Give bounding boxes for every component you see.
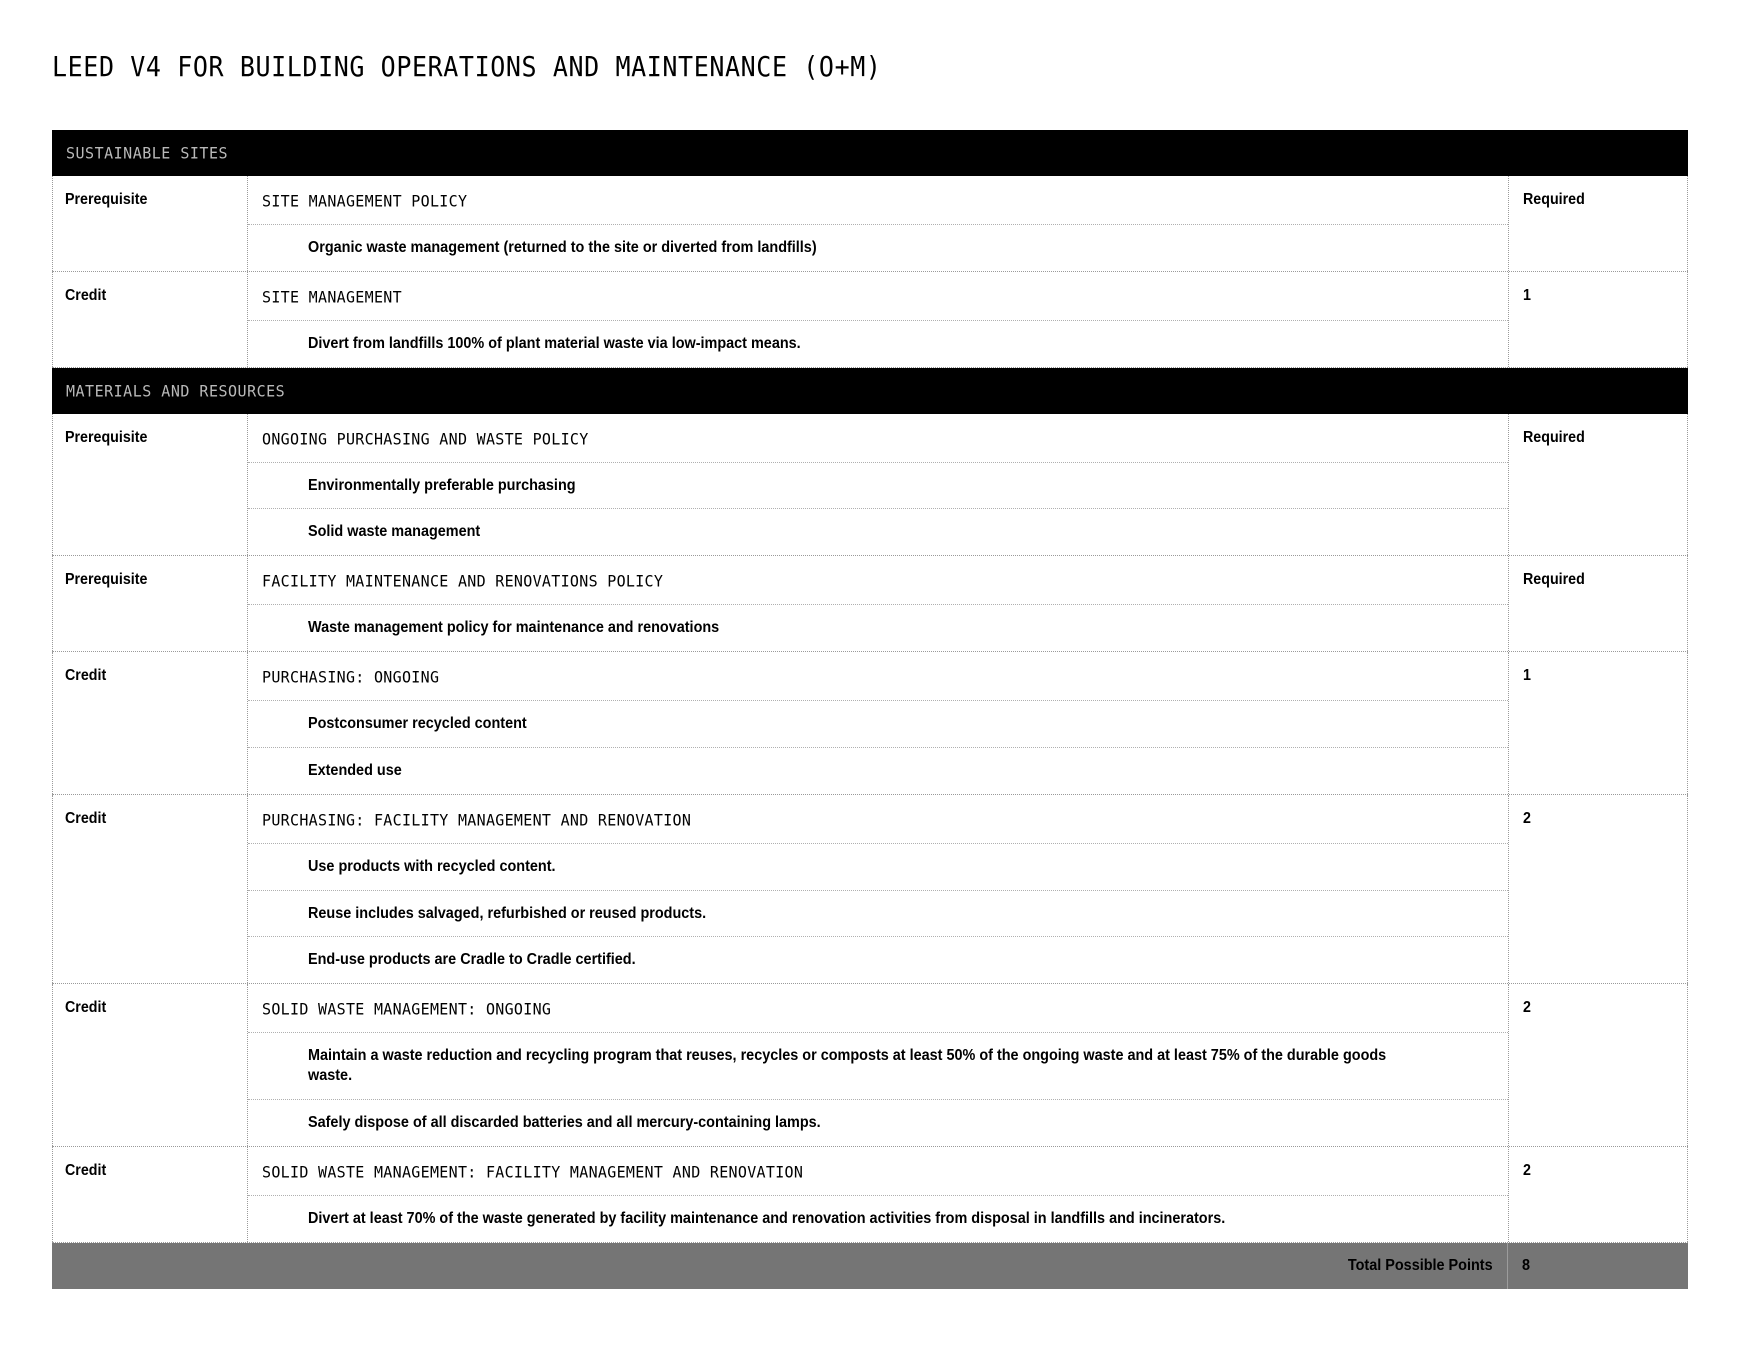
- credit-title-row: [248, 795, 1508, 844]
- credit-title: PURCHASING: FACILITY MANAGEMENT AND RENOVATION: [262, 810, 692, 830]
- credit-points-cell: [1508, 556, 1688, 651]
- credit-points-value: 2: [1523, 999, 1531, 1017]
- credit-body-cell: [248, 272, 1508, 367]
- credit-points-value: Required: [1523, 428, 1585, 446]
- credit-type-label: Prerequisite: [65, 428, 148, 446]
- credit-body-cell: [248, 556, 1508, 651]
- credit-points-cell: [1508, 272, 1688, 367]
- credit-title-row: [248, 984, 1508, 1033]
- total-points-value-cell: [1508, 1243, 1688, 1289]
- credit-title: PURCHASING: ONGOING: [262, 667, 440, 687]
- credit-subitem-text: End-use products are Cradle to Cradle certified.: [308, 951, 636, 969]
- credit-type-cell: [52, 414, 248, 556]
- credit-subitem-row: [248, 1033, 1508, 1100]
- credit-title-row: [248, 272, 1508, 321]
- credit-type-label: Credit: [65, 1161, 107, 1179]
- credit-subitem-text: Extended use: [308, 761, 402, 779]
- credit-points-value: 1: [1523, 286, 1531, 304]
- credit-body-cell: [248, 652, 1508, 794]
- total-points-label: Total Possible Points: [1348, 1256, 1493, 1274]
- credit-type-label: Prerequisite: [65, 191, 148, 208]
- credit-type-cell: [52, 795, 248, 983]
- credit-subitem-row: [248, 605, 1508, 651]
- credit-points-cell: [1508, 652, 1688, 794]
- credit-body-cell: [248, 176, 1508, 271]
- credit-type-label: Credit: [65, 286, 107, 304]
- credit-points-cell: [1508, 984, 1688, 1145]
- credit-title: SOLID WASTE MANAGEMENT: ONGOING: [262, 999, 552, 1019]
- credit-title-row: [248, 176, 1508, 225]
- credit-type-cell: [52, 176, 248, 271]
- total-points-bar: [52, 1243, 1688, 1289]
- total-points-label-cell: [52, 1243, 1508, 1289]
- section-header-label: MATERIALS AND RESOURCES: [66, 380, 286, 401]
- credit-subitem-text: Maintain a waste reduction and recycling program that reuses, recycles or composts at least 50% of the ongoing waste and at least 75% of the durable goods waste.: [308, 1047, 1387, 1085]
- credit-title-row: [248, 414, 1508, 463]
- credit-subitem-text: Reuse includes salvaged, refurbished or reused products.: [308, 904, 707, 922]
- credit-points-value: 2: [1523, 1161, 1531, 1179]
- total-points-value: 8: [1522, 1256, 1531, 1274]
- credit-type-cell: [52, 652, 248, 794]
- credit-row: [52, 984, 1688, 1146]
- credit-body-cell: [248, 414, 1508, 556]
- credit-subitem-text: Organic waste management (returned to the site or diverted from landfills): [308, 239, 817, 256]
- section-header-label: SUSTAINABLE SITES: [66, 143, 229, 163]
- credit-row: [52, 652, 1688, 795]
- credit-title: SITE MANAGEMENT: [262, 287, 402, 307]
- credit-type-label: Prerequisite: [65, 571, 148, 589]
- credit-subitem-row: [248, 701, 1508, 748]
- credit-subitem-row: [248, 891, 1508, 938]
- credit-subitem-text: Waste management policy for maintenance and renovations: [308, 619, 720, 637]
- credit-title: ONGOING PURCHASING AND WASTE POLICY: [262, 429, 589, 449]
- credit-type-label: Credit: [65, 667, 107, 685]
- credit-points-cell: [1508, 176, 1688, 271]
- credit-body-cell: [248, 795, 1508, 983]
- credit-subitem-row: [248, 225, 1508, 271]
- credit-points-value: Required: [1523, 191, 1585, 208]
- credit-type-cell: [52, 984, 248, 1145]
- credit-body-cell: [248, 984, 1508, 1145]
- credit-type-cell: [52, 272, 248, 367]
- credit-row: [52, 414, 1688, 557]
- credit-subitem-row: [248, 748, 1508, 794]
- credit-subitem-text: Postconsumer recycled content: [308, 715, 527, 733]
- credit-title: SOLID WASTE MANAGEMENT: FACILITY MANAGEMENT AND RENOVATION: [262, 1162, 804, 1182]
- credit-subitem-text: Safely dispose of all discarded batteries and all mercury-containing lamps.: [308, 1113, 821, 1131]
- credit-row: [52, 556, 1688, 652]
- credit-row: [52, 1147, 1688, 1243]
- credit-row: [52, 272, 1688, 368]
- credit-subitem-text: Environmentally preferable purchasing: [308, 476, 576, 494]
- credit-body-cell: [248, 1147, 1508, 1242]
- credit-subitem-text: Use products with recycled content.: [308, 857, 556, 875]
- credit-subitem-row: [248, 844, 1508, 891]
- credit-type-cell: [52, 1147, 248, 1242]
- credit-title-row: [248, 556, 1508, 605]
- credit-title-row: [248, 652, 1508, 701]
- credit-points-cell: [1508, 795, 1688, 983]
- section-header: [52, 130, 1688, 176]
- credit-title-row: [248, 1147, 1508, 1196]
- credit-subitem-row: [248, 463, 1508, 510]
- credit-type-cell: [52, 556, 248, 651]
- credit-points-value: 2: [1523, 809, 1531, 827]
- credit-subitem-text: Solid waste management: [308, 523, 481, 541]
- credit-row: [52, 795, 1688, 984]
- credit-subitem-row: [248, 937, 1508, 983]
- credit-title: SITE MANAGEMENT POLICY: [262, 191, 468, 211]
- credit-subitem-text: Divert from landfills 100% of plant material waste via low-impact means.: [308, 334, 801, 352]
- credit-points-cell: [1508, 414, 1688, 556]
- credit-type-label: Credit: [65, 999, 107, 1017]
- credit-points-value: Required: [1523, 571, 1585, 589]
- credit-row: [52, 176, 1688, 272]
- credit-subitem-row: [248, 509, 1508, 555]
- credit-points-value: 1: [1523, 667, 1531, 685]
- credit-subitem-row: [248, 1100, 1508, 1146]
- scorecard-table: [52, 130, 1688, 1289]
- credit-title: FACILITY MAINTENANCE AND RENOVATIONS POLICY: [262, 571, 664, 591]
- section-header: [52, 368, 1688, 414]
- credit-subitem-text: Divert at least 70% of the waste generated by facility maintenance and renovation activities from disposal in landfills and incinerators.: [308, 1209, 1226, 1227]
- credit-subitem-row: [248, 321, 1508, 367]
- credit-points-cell: [1508, 1147, 1688, 1242]
- page-title: LEED V4 FOR BUILDING OPERATIONS AND MAINTENANCE (O+M): [52, 50, 882, 83]
- credit-subitem-row: [248, 1196, 1508, 1242]
- credit-type-label: Credit: [65, 809, 107, 827]
